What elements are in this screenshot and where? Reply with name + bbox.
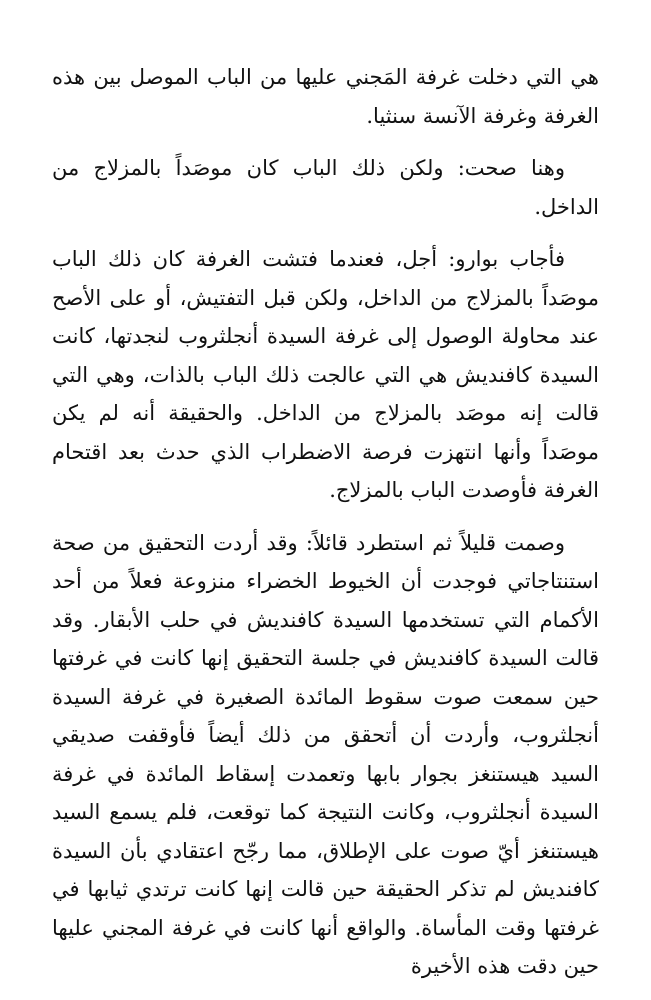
paragraph-4: وصمت قليلاً ثم استطرد قائلاً: وقد أردت التحقيق من صحة استنتاجاتي فوجدت أن الخيوط الخضراء منزوعة فعلاً من أحد الأكمام التي تستخدمها السيدة كافنديش في حلب الأبقار. وقد قالت السيدة كافنديش في جلسة التحقيق إنها كانت في غرفتها حين سمعت صوت سقوط المائدة الصغيرة في غرفة السيدة أنجلثروب، وأردت أن أتحقق من ذلك أيضاً فأوقفت صديقي السيد هيستنغز بجوار بابها وتعمدت إسقاط المائدة في غرفة السيدة أنجلثروب، وكانت النتيجة كما توقعت، فلم يسمع السيد هيستنغز أيّ صوت على الإطلاق، مما رجّح اعتقادي بأن السيدة كافنديش لم تذكر الحقيقة حين قالت إنها كانت ترتدي ثيابها في غرفتها وقت المأساة. والواقع أنها كانت في غرفة المجني عليها حين دقت هذه الأخيرة [52, 530, 599, 978]
paragraph-3: فأجاب بوارو: أجل، فعندما فتشت الغرفة كان ذلك الباب موصَداً بالمزلاج من الداخل، ولكن قبل التفتيش، أو على الأصح عند محاولة الوصول إلى غرفة السيدة أنجلثروب لنجدتها، كانت السيدة كافنديش هي التي عالجت ذلك الباب بالذات، وهي التي قالت إنه موصَد بالمزلاج من الداخل. والحقيقة أنه لم يكن موصَداً وأنها انتهزت فرصة الاضطراب الذي حدث بعد اقتحام الغرفة فأوصدت الباب بالمزلاج. [52, 247, 599, 502]
paragraph-2: وهنا صحت: ولكن ذلك الباب كان موصَداً بالمزلاج من الداخل. [52, 156, 599, 219]
paragraph-1: هي التي دخلت غرفة المَجني عليها من الباب الموصل بين هذه الغرفة وغرفة الآنسة سنثيا. [52, 65, 599, 128]
